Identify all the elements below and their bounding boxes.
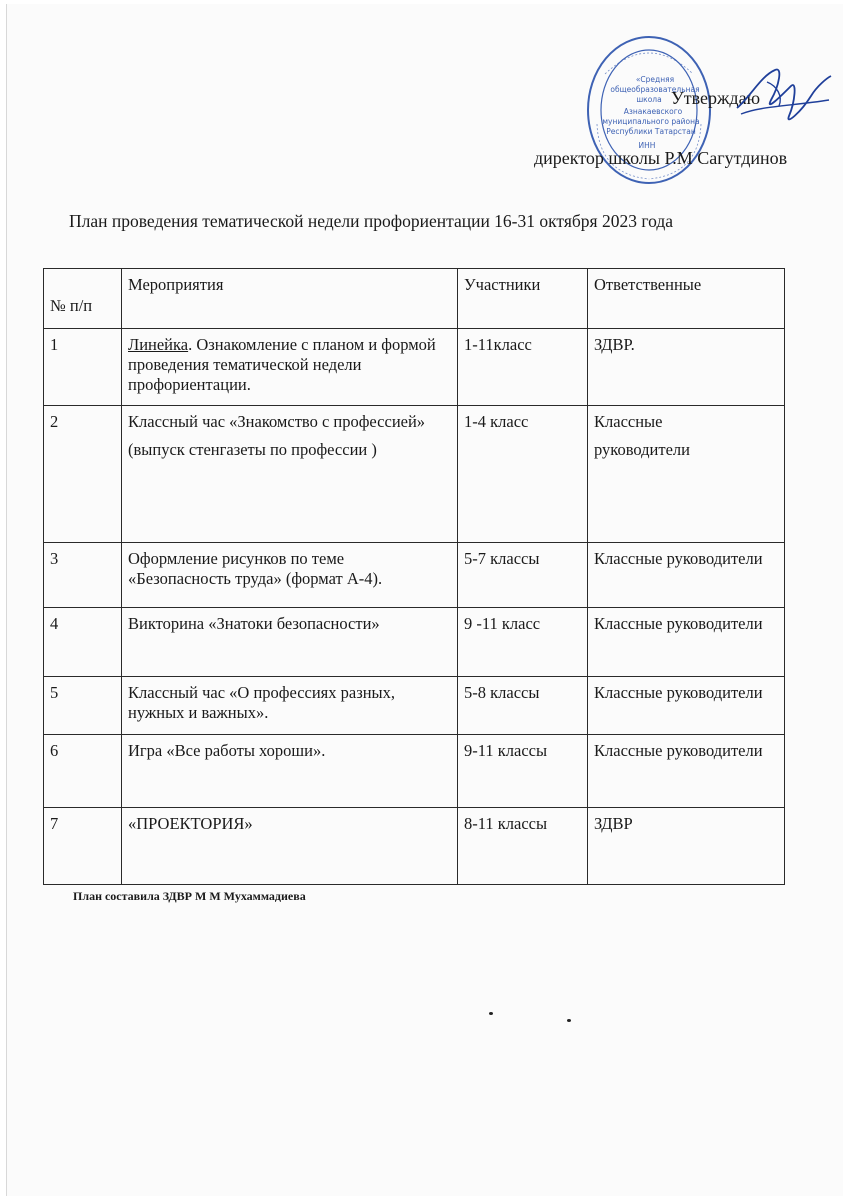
row-participants: 1-4 класс <box>458 406 588 543</box>
row-participants: 9-11 классы <box>458 735 588 808</box>
scan-speck <box>567 1019 571 1022</box>
row-responsible: Классные руководители <box>588 608 785 677</box>
row-participants: 5-8 классы <box>458 677 588 735</box>
stamp-line: школа <box>636 95 662 104</box>
table-row <box>44 543 785 608</box>
table-row <box>44 329 785 406</box>
document-page <box>6 4 843 1196</box>
row-responsible: Классные руководители <box>588 543 785 608</box>
table-row <box>44 735 785 808</box>
row-num: 7 <box>44 808 122 885</box>
row-responsible: ЗДВР <box>588 808 785 885</box>
stamp-line: общеобразовательная <box>610 85 700 94</box>
row-responsible-line1: Классные <box>594 412 663 431</box>
document-title: План проведения тематической недели профориентации 16-31 октября 2023 года <box>69 211 673 231</box>
row-responsible: ЗДВР. <box>588 329 785 406</box>
row-num: 3 <box>44 543 122 608</box>
stamp-line: «Средняя <box>635 75 675 84</box>
scan-speck <box>489 1012 493 1015</box>
row-responsible-line2: руководители <box>594 440 690 460</box>
row-responsible: Классные руководители <box>588 735 785 808</box>
row-event-extra: (выпуск стенгазеты по профессии ) <box>128 440 377 460</box>
row-event <box>122 406 458 543</box>
row-participants: 9 -11 класс <box>458 608 588 677</box>
row-num: 5 <box>44 677 122 735</box>
stamp-line: муниципального района <box>602 117 700 126</box>
events-table <box>43 268 785 885</box>
row-responsible: Классные руководители <box>588 677 785 735</box>
stamp-line: Республики Татарстан <box>606 127 696 136</box>
director-line: директор школы Р.М Сагутдинов <box>534 148 788 168</box>
header-event: Мероприятия <box>122 269 458 329</box>
row-event <box>122 329 458 406</box>
header-responsible: Ответственные <box>588 269 785 329</box>
header-participants: Участники <box>458 269 588 329</box>
row-event: Викторина «Знатоки безопасности» <box>122 608 458 677</box>
row-num: 6 <box>44 735 122 808</box>
row-participants: 5-7 классы <box>458 543 588 608</box>
table-row <box>44 808 785 885</box>
row-participants: 1-11класс <box>458 329 588 406</box>
approve-label: Утверждаю <box>671 88 761 108</box>
table-row <box>44 677 785 735</box>
row-event: «ПРОЕКТОРИЯ» <box>122 808 458 885</box>
row-event: Оформление рисунков по теме «Безопасность труда» (формат А-4). <box>122 543 458 608</box>
table-row <box>44 406 785 543</box>
row-num: 4 <box>44 608 122 677</box>
row-num: 1 <box>44 329 122 406</box>
row-event-rest: . Ознакомление с планом и формой проведения тематической недели профориентации. <box>128 335 436 395</box>
table-row <box>44 608 785 677</box>
row-event-lead: Линейка <box>128 335 189 354</box>
table-header-row <box>44 269 785 329</box>
row-event-main: Классный час «Знакомство с профессией» <box>128 412 426 431</box>
row-participants: 8-11 классы <box>458 808 588 885</box>
stamp-line: ИНН <box>638 141 656 150</box>
row-responsible <box>588 406 785 543</box>
stamp-line: Азнакаевского <box>623 107 683 116</box>
row-num: 2 <box>44 406 122 543</box>
signature-icon <box>731 56 835 134</box>
row-event: Классный час «О профессиях разных, нужных и важных». <box>122 677 458 735</box>
footer-note: План составила ЗДВР М М Мухаммадиева <box>73 889 306 903</box>
row-event: Игра «Все работы хороши». <box>122 735 458 808</box>
header-num: № п/п <box>44 269 122 329</box>
